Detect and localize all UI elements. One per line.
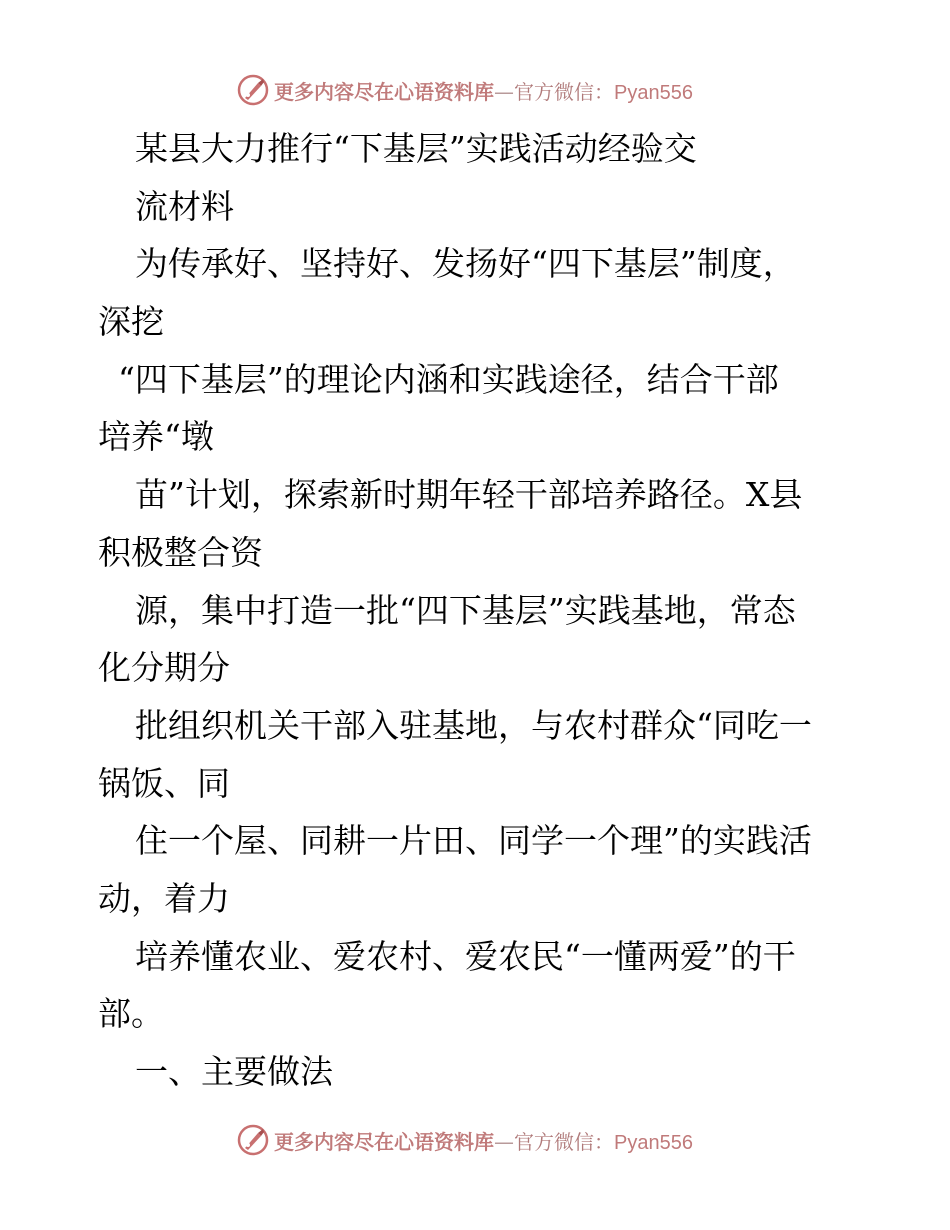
watermark-contact-id: Pyan556 <box>614 1131 693 1154</box>
footer-watermark <box>236 1120 756 1160</box>
watermark-contact-id: Pyan556 <box>614 81 693 104</box>
paragraph-line: 培养懂农业、爱农村、爱农民“一懂两爱”的干 <box>135 936 796 976</box>
header-watermark <box>236 70 756 110</box>
paragraph-line: 为传承好、坚持好、发扬好“四下基层”制度， <box>135 244 796 284</box>
paragraph-line: 锅饭、同 <box>98 763 230 803</box>
paragraph-line: “四下基层”的理论内涵和实践途径，结合干部 <box>118 359 779 399</box>
section-heading: 一、主要做法 <box>135 1052 333 1091</box>
paragraph-line: 深挖 <box>98 302 164 342</box>
document-body <box>98 120 858 1101</box>
paragraph-line: 部。 <box>98 994 164 1034</box>
paragraph-line: 住一个屋、同耕一片田、同学一个理”的实践活 <box>135 821 812 861</box>
title-line-2: 流材料 <box>135 186 234 226</box>
watermark-contact-label: 官方微信： <box>514 1129 614 1154</box>
paragraph-line: 苗”计划，探索新时期年轻干部培养路径。X县 <box>135 475 803 515</box>
paragraph-line: 源，集中打造一批“四下基层”实践基地，常态 <box>135 590 796 630</box>
watermark-main: 更多内容尽在心语资料库 <box>274 1129 494 1154</box>
watermark-text <box>274 1126 693 1155</box>
watermark-text <box>274 76 693 105</box>
paragraph-line: 动，着力 <box>98 878 230 918</box>
title-line-1: 某县大力推行“下基层”实践活动经验交 <box>135 129 697 168</box>
paragraph-line: 培养“墩 <box>98 417 214 457</box>
watermark-separator: — <box>494 79 514 104</box>
quill-logo-icon <box>236 1123 270 1157</box>
paragraph-line: 积极整合资 <box>98 532 263 572</box>
quill-logo-icon <box>236 73 270 107</box>
paragraph-line: 化分期分 <box>98 648 230 688</box>
watermark-contact-label: 官方微信： <box>514 79 614 104</box>
paragraph-line: 批组织机关干部入驻基地，与农村群众“同吃一 <box>135 705 812 745</box>
watermark-main: 更多内容尽在心语资料库 <box>274 79 494 104</box>
watermark-separator: — <box>494 1129 514 1154</box>
